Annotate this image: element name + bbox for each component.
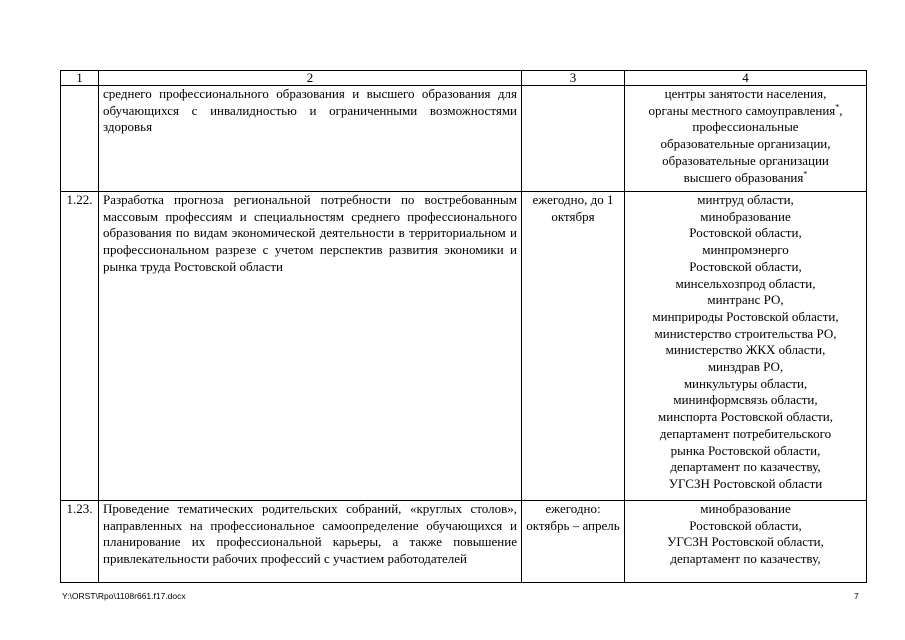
row-description: среднего профессионального образования и высшего образования для обучающихся с инвалидностью и ограниченными возможностями здоровья (99, 86, 522, 192)
row-responsible (625, 501, 867, 583)
responsible-line: минобразование (700, 501, 791, 516)
row-deadline: ежегодно: октябрь – апрель (522, 501, 625, 583)
responsible-line: департамент потребительского (659, 425, 832, 441)
row-deadline (522, 86, 625, 192)
responsible-line: профессиональные (692, 119, 799, 135)
responsible-line: минтранс РО, (707, 292, 784, 308)
row-deadline: ежегодно, до 1 октября (522, 192, 625, 501)
header-col-3: 3 (522, 71, 625, 86)
responsible-line: минобразование (700, 208, 791, 224)
row-description: Проведение тематических родительских собраний, «круглых столов», направленных на профессиональное самоопределение обучающихся и планирование их профессиональной карьеры, а также повышение привлекательности рабочих профессий с участием работодателей (99, 501, 522, 583)
responsible-line: образовательные организации, (660, 136, 831, 152)
responsible-line: УГСЗН Ростовской области, (667, 534, 824, 550)
responsible-line: минтруд области, (697, 192, 794, 207)
row-number (61, 86, 99, 192)
responsible-line-with-footnote: органы местного самоуправления*, (648, 102, 843, 118)
footnote-mark: * (835, 102, 840, 112)
row-number: 1.23. (61, 501, 99, 583)
responsible-line: министерство строительства РО, (654, 325, 837, 341)
responsible-line: минсельхозпрод области, (675, 275, 816, 291)
row-description: Разработка прогноза региональной потребности по востребованным массовым профессиям и специальностям среднего профессионального образования по видам экономической деятельности в территориальном и профессиональном разрезе с учетом перспектив развития экономики и рынка труда Ростовской области (99, 192, 522, 501)
header-col-2: 2 (99, 71, 522, 86)
responsible-line: минкультуры области, (683, 375, 808, 391)
responsible-line: департамент по казачеству, (670, 551, 821, 567)
table-row (61, 86, 867, 192)
table-header-row (61, 71, 867, 86)
responsible-line: минздрав РО, (707, 359, 784, 375)
plan-table (60, 70, 867, 583)
row-responsible (625, 192, 867, 501)
header-col-1: 1 (61, 71, 99, 86)
responsible-line: образовательные организации (662, 152, 829, 168)
responsible-line: рынка Ростовской области, (670, 442, 821, 458)
responsible-line: минспорта Ростовской области, (658, 409, 833, 425)
responsible-line: минприроды Ростовской области, (652, 308, 839, 324)
row-responsible (625, 86, 867, 192)
responsible-line: минпромэнерго (702, 242, 789, 258)
table-row (61, 501, 867, 583)
table-row (61, 192, 867, 501)
responsible-line: центры занятости населения, (664, 86, 827, 101)
row-number: 1.22. (61, 192, 99, 501)
responsible-line: УГСЗН Ростовской области (668, 475, 823, 491)
responsible-line: департамент по казачеству, (670, 459, 821, 475)
responsible-line: мининформсвязь области, (673, 392, 818, 408)
responsible-line: Ростовской области, (689, 517, 802, 533)
responsible-line-with-footnote: высшего образования* (683, 169, 808, 185)
file-path: Y:\ORST\Rpo\1108r661.f17.docx (62, 591, 186, 601)
page-number: 7 (854, 591, 859, 601)
footnote-mark: * (803, 169, 808, 179)
header-col-4: 4 (625, 71, 867, 86)
responsible-line: Ростовской области, (689, 225, 802, 241)
responsible-line: Ростовской области, (689, 258, 802, 274)
responsible-line: министерство ЖКХ области, (665, 342, 826, 358)
